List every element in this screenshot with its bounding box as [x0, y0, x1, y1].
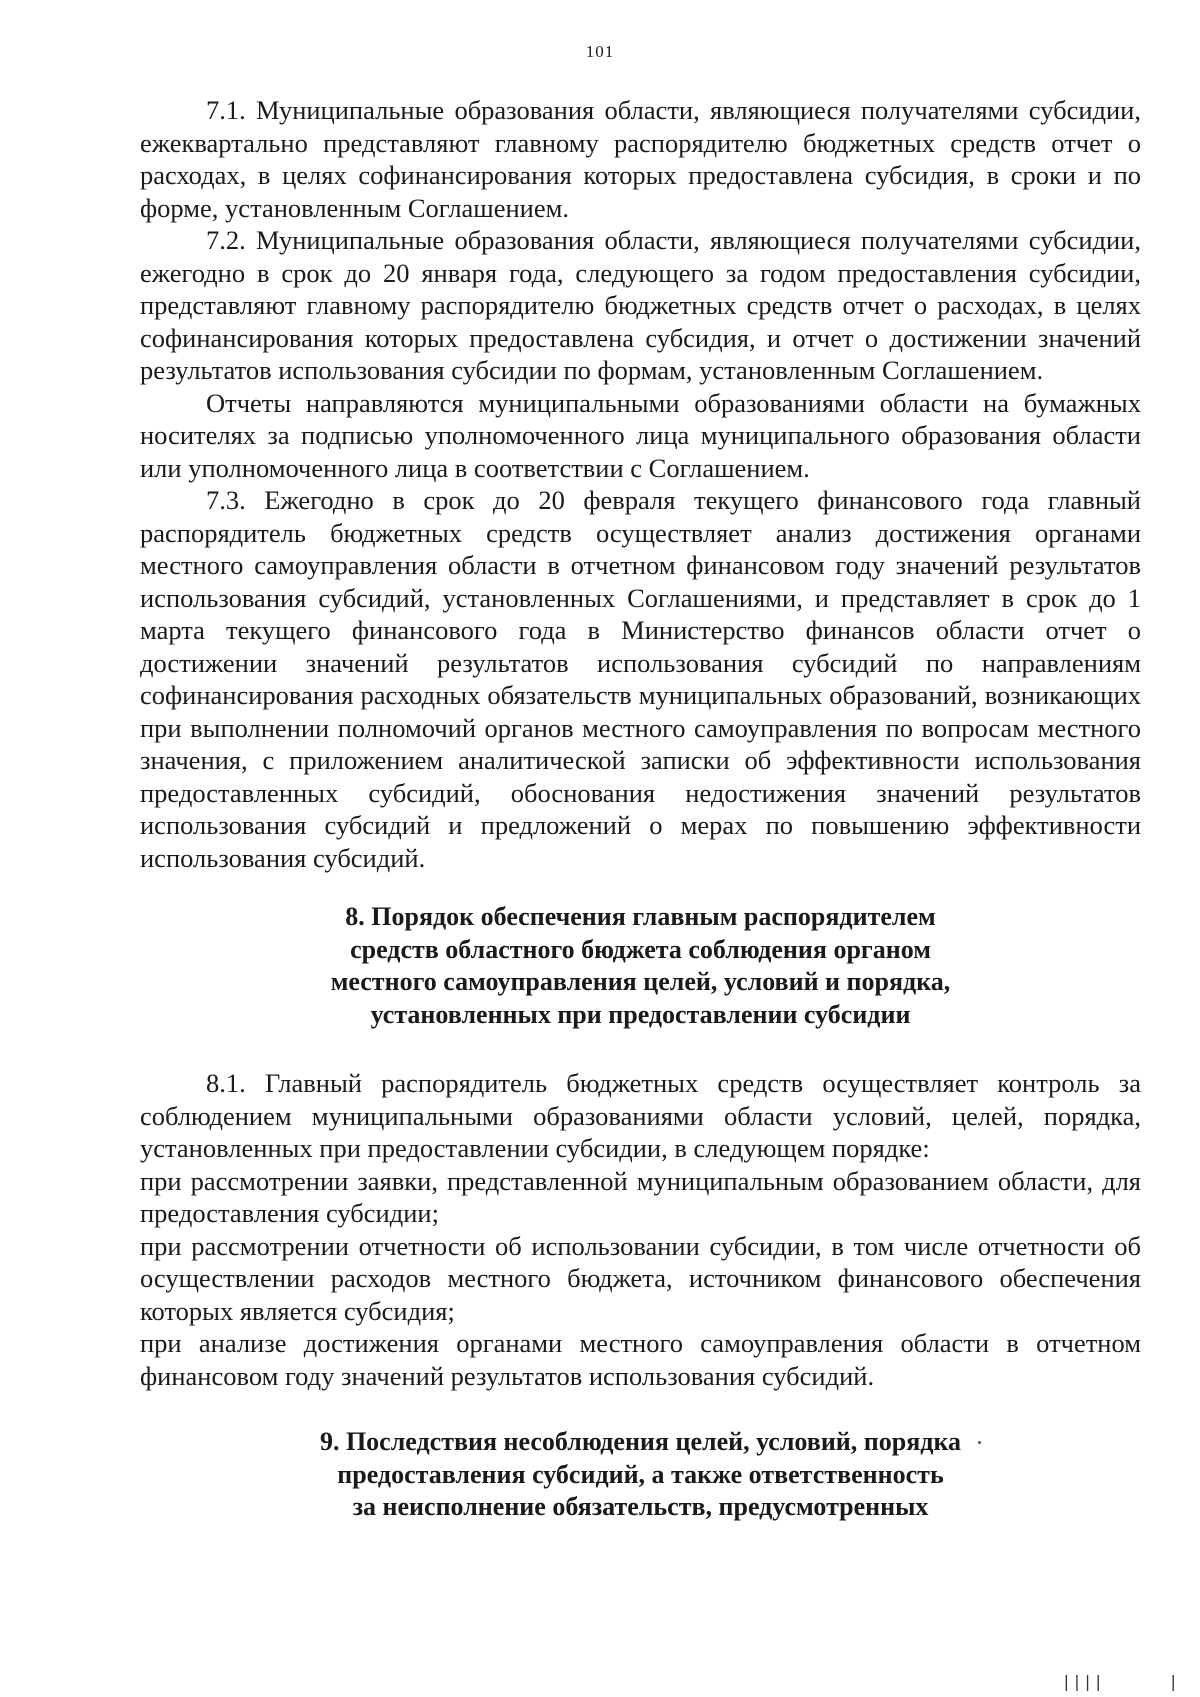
paragraph-reports: Отчеты направляются муниципальными образованиями области на бумажных носителях за подписью уполномоченного лица муниципального образования области или уполномоченного лица в соответствии с Соглашением.	[140, 387, 1141, 483]
list-item-reporting-review: при рассмотрении отчетности об использовании субсидии, в том числе отчетности об осуществлении расходов местного бюджета, источником финансового обеспечения которых является субсидия;	[140, 1230, 1141, 1326]
scan-speck	[978, 1441, 981, 1444]
section-8-heading-line: местного самоуправления целей, условий и порядка,	[330, 967, 951, 996]
paragraph-7-1: 7.1. Муниципальные образования области, являющиеся получателями субсидии, ежеквартально представляют главному распорядителю бюджетных средств отчет о расходах, в целях софинансирования которых предоставлена субсидия, в сроки и по форме, установленным Соглашением.	[140, 95, 1141, 223]
section-9-heading-line: предоставления субсидий, а также ответственность	[337, 1459, 944, 1489]
footer-scan-mark-right: |	[1168, 1672, 1178, 1691]
document-body	[140, 94, 1141, 1524]
section-9-heading	[140, 1426, 1141, 1524]
section-9-heading-line: 9. Последствия несоблюдения целей, условий, порядка	[319, 1427, 962, 1456]
list-item-application-review: при рассмотрении заявки, представленной муниципальным образованием области, для предоставления субсидии;	[140, 1165, 1141, 1228]
section-9-heading-line: за неисполнение обязательств, предусмотренных	[352, 1492, 929, 1521]
section-8-heading-line: средств областного бюджета соблюдения органом	[350, 934, 931, 964]
list-item-results-analysis: при анализе достижения органами местного самоуправления области в отчетном финансовом году значений результатов использования субсидий.	[140, 1328, 1141, 1391]
section-8-heading-line: установленных при предоставлении субсидии	[370, 999, 911, 1029]
section-8-heading	[140, 901, 1141, 1031]
footer-scan-mark: ||||	[1061, 1672, 1104, 1691]
paragraph-8-1: 8.1. Главный распорядитель бюджетных средств осуществляет контроль за соблюдением муниципальными образованиями области условий, целей, порядка, установленных при предоставлении субсидии, в следующем порядке:	[140, 1068, 1141, 1163]
section-8-heading-line: 8. Порядок обеспечения главным распорядителем	[345, 902, 936, 931]
paragraph-7-2: 7.2. Муниципальные образования области, являющиеся получателями субсидии, ежегодно в срок до 20 января года, следующего за годом предоставления субсидии, представляют главному распорядителю бюджетных средств отчет о расходах, в целях софинансирования которых предоставлена субсидия, и отчет о достижении значений результатов использования субсидии по формам, установленным Соглашением.	[140, 225, 1141, 385]
paragraph-7-3: 7.3. Ежегодно в срок до 20 февраля текущего финансового года главный распорядитель бюджетных средств осуществляет анализ достижения органами местного самоуправления области в отчетном финансовом году значений результатов использования субсидий, установленных Соглашениями, и представляет в срок до 1 марта текущего финансового года в Министерство финансов области отчет о достижении значений результатов использования субсидий по направлениям софинансирования расходных обязательств муниципальных образований, возникающих при выполнении полномочий органов местного самоуправления по вопросам местного значения, с приложением аналитической записки об эффективности использования предоставленных субсидий, обоснования недостижения значений результатов использования субсидий и предложений о мерах по повышению эффективности использования субсидий.	[140, 485, 1141, 873]
page-number: 101	[585, 42, 615, 61]
